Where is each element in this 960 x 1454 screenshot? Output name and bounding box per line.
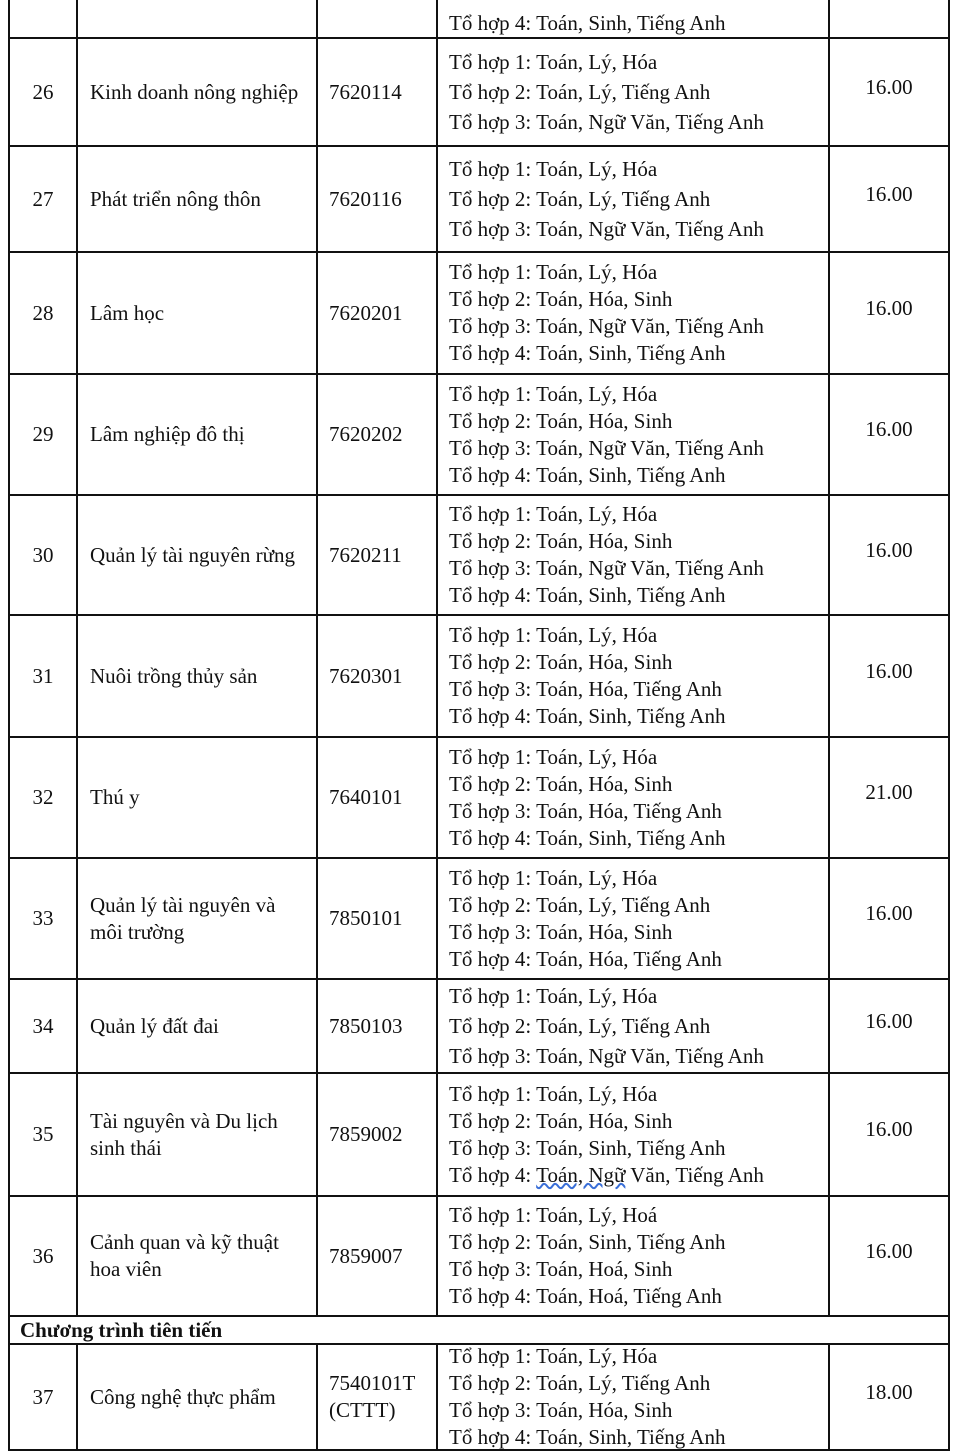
combo-line: Tổ hợp 3: Toán, Ngữ Văn, Tiếng Anh: [449, 1044, 764, 1068]
stt-cell: 32: [10, 738, 78, 857]
stt-cell: 29: [10, 375, 78, 494]
combo-line: Tổ hợp 3: Toán, Hóa, Sinh: [449, 1398, 673, 1422]
major-name-cell: Tài nguyên và Du lịch sinh thái: [78, 1074, 318, 1195]
cutoff-score-cell: 16.00: [865, 1008, 913, 1033]
combo-line: Tổ hợp 2: Toán, Lý, Tiếng Anh: [449, 1014, 711, 1038]
cutoff-score-cell: 16.00: [865, 1117, 913, 1141]
cutoff-score-cell: 16.00: [865, 537, 913, 562]
cutoff-score-cell: 21.00: [865, 780, 913, 804]
major-code-cell: 7620301: [318, 616, 438, 736]
combo-cell: [438, 0, 830, 37]
combo-line: Tổ hợp 4: Toán, Hoá, Tiếng Anh: [449, 1284, 722, 1308]
major-code-cell: 7859002: [318, 1074, 438, 1195]
table-row: [8, 616, 950, 738]
combo-line: Tổ hợp 1: Toán, Lý, Hoá: [449, 1203, 658, 1227]
combo-line: Tổ hợp 4: Toán, Ngữ Văn, Tiếng Anh: [449, 1162, 764, 1187]
cutoff-score-cell: 16.00: [865, 74, 913, 99]
table-row: [8, 980, 950, 1074]
combo-line: Tổ hợp 1: Toán, Lý, Hóa: [449, 744, 658, 769]
combo-line: Tổ hợp 2: Toán, Lý, Tiếng Anh: [449, 187, 711, 211]
major-code-cell: [318, 0, 438, 37]
combo-line: Tổ hợp 4: Toán, Sinh, Tiếng Anh: [449, 341, 726, 365]
table-row: [8, 738, 950, 859]
major-name-cell: Công nghệ thực phẩm: [78, 1345, 318, 1449]
combo-line: Tổ hợp 3: Toán, Ngữ Văn, Tiếng Anh: [449, 110, 764, 134]
cutoff-score-cell: 16.00: [865, 417, 913, 441]
major-name-cell: Quản lý tài nguyên rừng: [78, 496, 318, 614]
stt-cell: 28: [10, 253, 78, 373]
combo-line: Tổ hợp 1: Toán, Lý, Hóa: [449, 381, 658, 406]
table-row: [8, 1074, 950, 1197]
stt-cell: 30: [10, 496, 78, 614]
major-name-cell: Quản lý đất đai: [78, 980, 318, 1072]
combo-cell: [438, 39, 830, 145]
cutoff-score-cell: 16.00: [865, 1238, 913, 1263]
combo-line: Tổ hợp 2: Toán, Hóa, Sinh: [449, 1108, 673, 1133]
major-name-cell: [78, 0, 318, 37]
combo-line: Tổ hợp 1: Toán, Lý, Hóa: [449, 623, 658, 647]
cutoff-score-cell: 16.00: [865, 658, 913, 683]
major-name-cell: Nuôi trồng thủy sản: [78, 616, 318, 736]
combo-line: Tổ hợp 3: Toán, Ngữ Văn, Tiếng Anh: [449, 556, 764, 580]
table-row: [8, 1197, 950, 1317]
combo-cell: [438, 253, 830, 373]
stt-cell: 35: [10, 1074, 78, 1195]
combo-line: Tổ hợp 1: Toán, Lý, Hóa: [449, 502, 658, 526]
major-name-cell: Phát triển nông thôn: [78, 147, 318, 251]
major-code-cell: 7620116: [318, 147, 438, 251]
combo-line: Tổ hợp 1: Toán, Lý, Hóa: [449, 260, 658, 284]
combo-cell: [438, 147, 830, 251]
major-name-cell: Kinh doanh nông nghiệp: [78, 39, 318, 145]
major-code-cell: 7850103: [318, 980, 438, 1072]
combo-cell: [438, 496, 830, 614]
combo-cell: [438, 1197, 830, 1315]
cutoff-score-cell: 16.00: [865, 295, 913, 320]
combo-cell: [438, 375, 830, 494]
combo-line: Tổ hợp 4: Toán, Sinh, Tiếng Anh: [449, 825, 726, 850]
combo-line: Tổ hợp 2: Toán, Hóa, Sinh: [449, 408, 673, 433]
combo-cell: [438, 616, 830, 736]
cutoff-score-cell: 18.00: [865, 1379, 913, 1404]
combo-cell: [438, 738, 830, 857]
major-code-cell: 7640101: [318, 738, 438, 857]
combo-cell: [438, 859, 830, 978]
combo-line: Tổ hợp 1: Toán, Lý, Hóa: [449, 157, 658, 181]
combo-line: Tổ hợp 1: Toán, Lý, Hóa: [449, 865, 658, 890]
stt-cell: 37: [10, 1345, 78, 1449]
major-name-cell: Cảnh quan và kỹ thuật hoa viên: [78, 1197, 318, 1315]
combo-line: Tổ hợp 1: Toán, Lý, Hóa: [449, 1081, 658, 1106]
admission-table: [8, 0, 950, 1451]
stt-cell: 31: [10, 616, 78, 736]
section-title: Chương trình tiên tiến: [8, 1317, 950, 1345]
stt-cell: 33: [10, 859, 78, 978]
combo-line: Tổ hợp 2: Toán, Hóa, Sinh: [449, 287, 673, 311]
stt-cell: 34: [10, 980, 78, 1072]
table-row: [8, 1345, 950, 1451]
combo-cell: [438, 1345, 830, 1449]
major-name-cell: Lâm nghiệp đô thị: [78, 375, 318, 494]
combo-line: Tổ hợp 1: Toán, Lý, Hóa: [449, 1344, 658, 1368]
score-cell: [830, 0, 948, 37]
combo-line: Tổ hợp 1: Toán, Lý, Hóa: [449, 984, 658, 1008]
combo-line: Tổ hợp 3: Toán, Ngữ Văn, Tiếng Anh: [449, 314, 764, 338]
major-code-cell: 7620201: [318, 253, 438, 373]
table-row: [8, 39, 950, 147]
stt-cell: 26: [10, 39, 78, 145]
combo-line: Tổ hợp 3: Toán, Hóa, Tiếng Anh: [449, 677, 722, 701]
major-code-cell: 7620114: [318, 39, 438, 145]
combo-line: Tổ hợp 1: Toán, Lý, Hóa: [449, 50, 658, 74]
major-code-cell: 7859007: [318, 1197, 438, 1315]
cutoff-score-cell: 16.00: [865, 901, 913, 925]
combo-line: Tổ hợp 2: Toán, Lý, Tiếng Anh: [449, 80, 711, 104]
cutoff-score-cell: 16.00: [865, 181, 913, 206]
combo-line: Tổ hợp 3: Toán, Ngữ Văn, Tiếng Anh: [449, 435, 764, 460]
combo-line: Tổ hợp 4: Toán, Sinh, Tiếng Anh: [449, 704, 726, 728]
table-row: [8, 147, 950, 253]
table-row: [8, 375, 950, 496]
combo-line: Tổ hợp 2: Toán, Hóa, Sinh: [449, 771, 673, 796]
combo-line: Tổ hợp 3: Toán, Sinh, Tiếng Anh: [449, 1135, 726, 1160]
combo-line: Tổ hợp 4: Toán, Sinh, Tiếng Anh: [449, 462, 726, 487]
major-code-cell: 7540101T (CTTT): [318, 1345, 438, 1449]
major-name-cell: Lâm học: [78, 253, 318, 373]
combo-line: Tổ hợp 4: Toán, Sinh, Tiếng Anh: [449, 1425, 726, 1449]
combo-cell: [438, 980, 830, 1072]
major-code-cell: 7620202: [318, 375, 438, 494]
combo-line: Tổ hợp 4: Toán, Sinh, Tiếng Anh: [449, 11, 726, 35]
combo-line: Tổ hợp 3: Toán, Hoá, Sinh: [449, 1257, 673, 1281]
combo-line: Tổ hợp 2: Toán, Hóa, Sinh: [449, 650, 673, 674]
table-row: [8, 253, 950, 375]
combo-line: Tổ hợp 3: Toán, Ngữ Văn, Tiếng Anh: [449, 217, 764, 241]
stt-cell: 27: [10, 147, 78, 251]
table-row: [8, 496, 950, 616]
stt-cell: 36: [10, 1197, 78, 1315]
stt-cell: [10, 0, 78, 37]
major-name-cell: Quản lý tài nguyên và môi trường: [78, 859, 318, 978]
major-code-cell: 7620211: [318, 496, 438, 614]
combo-line: Tổ hợp 2: Toán, Lý, Tiếng Anh: [449, 892, 711, 917]
major-name-cell: Thú y: [78, 738, 318, 857]
combo-line: Tổ hợp 2: Toán, Hóa, Sinh: [449, 529, 673, 553]
table-row: [8, 859, 950, 980]
combo-cell: [438, 1074, 830, 1195]
combo-line: Tổ hợp 2: Toán, Lý, Tiếng Anh: [449, 1371, 711, 1395]
combo-line: Tổ hợp 3: Toán, Hóa, Tiếng Anh: [449, 798, 722, 823]
major-code-cell: 7850101: [318, 859, 438, 978]
combo-line: Tổ hợp 4: Toán, Hóa, Tiếng Anh: [449, 946, 722, 971]
table-row-partial: [8, 0, 950, 39]
combo-line: Tổ hợp 2: Toán, Sinh, Tiếng Anh: [449, 1230, 726, 1254]
combo-line: Tổ hợp 4: Toán, Sinh, Tiếng Anh: [449, 583, 726, 607]
combo-line: Tổ hợp 3: Toán, Hóa, Sinh: [449, 919, 673, 944]
